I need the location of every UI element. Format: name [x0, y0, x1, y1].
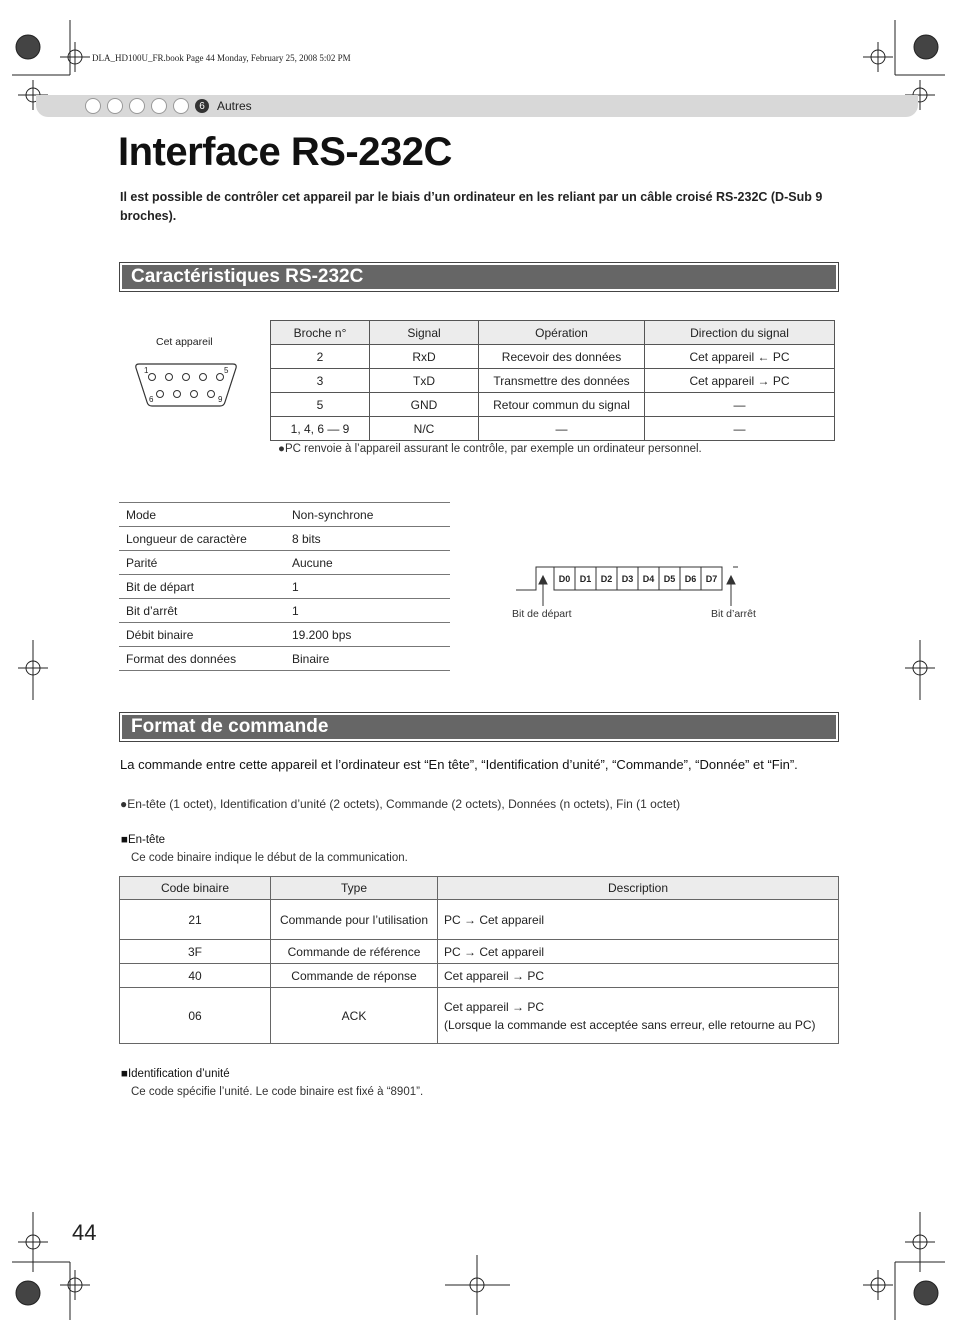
spec-value: 19.200 bps	[285, 623, 450, 647]
pin-label-9: 9	[218, 395, 223, 404]
table-row	[120, 900, 839, 940]
print-info: DLA_HD100U_FR.book Page 44 Monday, February 25, 2008 5:02 PM	[92, 53, 351, 63]
pin-table-note	[278, 443, 702, 455]
spec-value: Binaire	[285, 647, 450, 671]
table-cell: 3	[271, 369, 370, 393]
table-cell: 21	[120, 900, 271, 940]
header-description: Ce code binaire indique le début de la communication.	[131, 852, 408, 864]
spec-value: Non-synchrone	[285, 503, 450, 527]
table-row	[119, 599, 450, 623]
table-row	[119, 647, 450, 671]
chapter-label: Autres	[217, 99, 252, 113]
table-cell: Retour commun du signal	[479, 393, 645, 417]
command-intro-text: La commande entre cette appareil et l’ordinateur est “En tête”, “Identification d’unité”, “Commande”, “Donnée” et “Fin”.	[120, 757, 798, 772]
column-header: Broche n°	[271, 321, 370, 345]
chapter-circle	[129, 98, 145, 114]
table-row	[120, 964, 839, 988]
spec-label: Parité	[119, 551, 285, 575]
page-title: Interface RS-232C	[118, 130, 452, 174]
bit-label: D3	[621, 574, 634, 584]
column-header: Signal	[370, 321, 479, 345]
bit-label: D0	[558, 574, 571, 584]
square-bullet-icon: ■	[121, 1068, 128, 1080]
spec-label: Mode	[119, 503, 285, 527]
table-cell: 2	[271, 345, 370, 369]
pin-assignment-table	[270, 320, 835, 441]
command-structure-note	[120, 797, 680, 811]
table-row	[271, 393, 835, 417]
pin-label-6: 6	[149, 395, 154, 404]
stop-bit-label: Bit d’arrêt	[711, 608, 756, 620]
table-cell: Recevoir des données	[479, 345, 645, 369]
spec-value: 1	[285, 575, 450, 599]
table-row	[271, 369, 835, 393]
table-cell: N/C	[370, 417, 479, 441]
note-text: En-tête (1 octet), Identification d’unité (2 octets), Commande (2 octets), Données (n octets), Fin (1 octet)	[127, 797, 681, 811]
table-cell: 40	[120, 964, 271, 988]
column-header: Direction du signal	[645, 321, 835, 345]
subheading-text: En-tête	[127, 834, 166, 846]
intro-text: Il est possible de contrôler cet appareil par le biais d’un ordinateur en les reliant par un câble croisé RS-232C (D-Sub 9 broches).	[120, 190, 823, 223]
table-cell: —	[479, 417, 645, 441]
column-header: Type	[271, 877, 438, 900]
dsub9-connector-diagram	[133, 360, 239, 410]
table-cell: TxD	[370, 369, 479, 393]
table-cell: RxD	[370, 345, 479, 369]
section-heading-command-format: Format de commande	[119, 712, 839, 742]
chapter-circle	[107, 98, 123, 114]
subheading-unit-id	[121, 1068, 230, 1080]
table-row	[119, 551, 450, 575]
section-heading-characteristics: Caractéristiques RS-232C	[119, 262, 839, 292]
pin-label-1: 1	[144, 366, 149, 375]
spec-label: Bit de départ	[119, 575, 285, 599]
subheading-header	[121, 834, 165, 846]
column-header: Description	[438, 877, 839, 900]
table-cell: ACK	[271, 988, 438, 1044]
column-header: Opération	[479, 321, 645, 345]
table-cell: PC → Cet appareil	[438, 900, 839, 940]
spec-value: 8 bits	[285, 527, 450, 551]
data-bits-diagram	[508, 562, 768, 624]
table-row	[119, 623, 450, 647]
table-cell: Transmettre des données	[479, 369, 645, 393]
table-row	[271, 345, 835, 369]
spec-label: Longueur de caractère	[119, 527, 285, 551]
header-code-table	[119, 876, 839, 1044]
bit-label: D4	[642, 574, 655, 584]
table-header-row	[120, 877, 839, 900]
spec-value: 1	[285, 599, 450, 623]
table-cell: Commande de réponse	[271, 964, 438, 988]
chapter-circle	[173, 98, 189, 114]
table-cell: 5	[271, 393, 370, 417]
table-cell: Cet appareil → PC	[438, 964, 839, 988]
table-cell: —	[645, 393, 835, 417]
bit-label: D6	[684, 574, 697, 584]
chapter-circle	[151, 98, 167, 114]
start-bit-label: Bit de départ	[512, 608, 572, 620]
chapter-circle	[85, 98, 101, 114]
spec-label: Débit binaire	[119, 623, 285, 647]
note-text: PC renvoie à l’appareil assurant le contrôle, par exemple un ordinateur personnel.	[284, 443, 702, 455]
table-cell: Cet appareil → PC	[645, 369, 835, 393]
table-row	[271, 417, 835, 441]
table-cell: Commande de référence	[271, 940, 438, 964]
table-cell: 3F	[120, 940, 271, 964]
pin-label-5: 5	[224, 366, 229, 375]
table-row	[119, 575, 450, 599]
page-number: 44	[72, 1220, 97, 1245]
bullet-icon: ●	[278, 443, 285, 455]
table-header-row	[271, 321, 835, 345]
square-bullet-icon: ■	[121, 834, 128, 846]
table-cell: 1, 4, 6 — 9	[271, 417, 370, 441]
table-row	[120, 988, 839, 1044]
table-cell: —	[645, 417, 835, 441]
table-cell	[438, 988, 839, 1044]
table-row	[120, 940, 839, 964]
bit-label: D7	[705, 574, 718, 584]
table-cell: PC → Cet appareil	[438, 940, 839, 964]
spec-label: Bit d’arrêt	[119, 599, 285, 623]
unit-id-description: Ce code spécifie l’unité. Le code binaire est fixé à “8901”.	[131, 1086, 424, 1098]
table-cell: Commande pour l’utilisation	[271, 900, 438, 940]
bit-label: D5	[663, 574, 676, 584]
communication-spec-table	[119, 502, 450, 671]
table-cell: 06	[120, 988, 271, 1044]
table-row	[119, 527, 450, 551]
spec-label: Format des données	[119, 647, 285, 671]
cell-line: (Lorsque la commande est acceptée sans erreur, elle retourne au PC)	[444, 1017, 816, 1032]
bullet-icon: ●	[120, 797, 128, 811]
table-cell: Cet appareil ← PC	[645, 345, 835, 369]
subheading-text: Identification d’unité	[127, 1068, 230, 1080]
cell-line: Cet appareil → PC	[444, 999, 545, 1014]
bit-label: D2	[600, 574, 613, 584]
chapter-indicator	[85, 98, 252, 114]
connector-label: Cet appareil	[156, 336, 213, 348]
table-row	[119, 503, 450, 527]
column-header: Code binaire	[120, 877, 271, 900]
spec-value: Aucune	[285, 551, 450, 575]
chapter-number: 6	[195, 99, 209, 113]
bit-label: D1	[579, 574, 592, 584]
table-cell: GND	[370, 393, 479, 417]
